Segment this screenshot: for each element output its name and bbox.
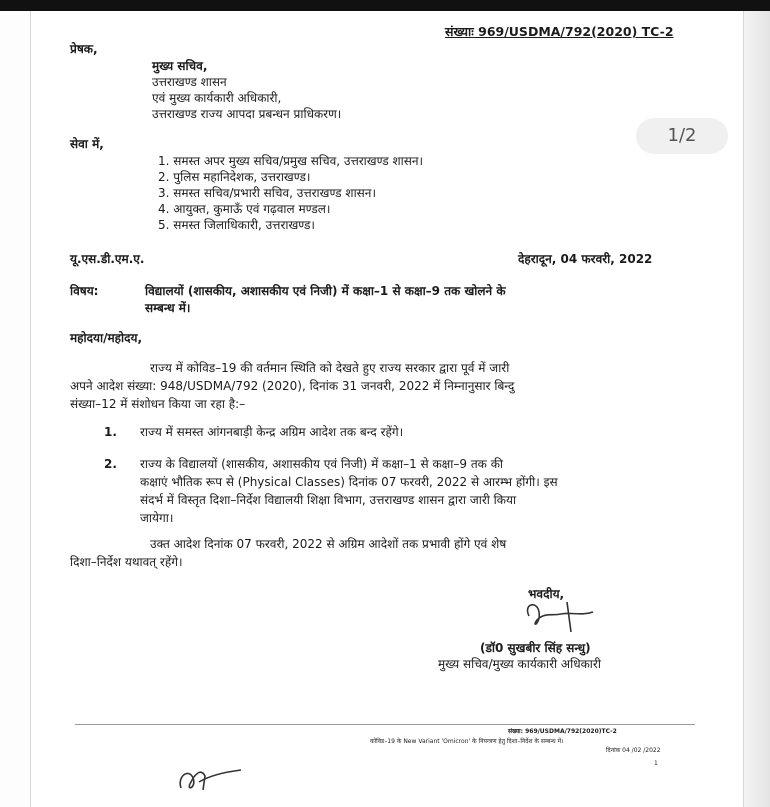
- footer-page-number: 1: [654, 760, 658, 767]
- subject-text: विद्यालयों (शासकीय, अशासकीय एवं निजी) में कक्षा–1 से कक्षा–9 तक खोलने के: [145, 284, 506, 298]
- recipients-label: सेवा में,: [70, 137, 104, 151]
- place-date: देहरादून, 04 फरवरी, 2022: [518, 252, 653, 266]
- signatory-designation: मुख्य सचिव/मुख्य कार्यकारी अधिकारी: [438, 657, 601, 671]
- recipient-item: 4. आयुक्त, कुमाऊँ एवं गढ़वाल मण्डल।: [158, 202, 331, 216]
- initials-mark: [175, 760, 245, 800]
- sender-label: प्रेषक,: [70, 42, 98, 56]
- body-line: राज्य में कोविड–19 की वर्तमान स्थिति को देखते हुए राज्य सरकार द्वारा पूर्व में जारी: [150, 361, 510, 375]
- sender-line: मुख्य सचिव,: [152, 59, 208, 73]
- top-bar: [0, 0, 770, 11]
- sender-line: उत्तराखण्ड शासन: [152, 75, 227, 89]
- recipient-item: 1. समस्त अपर मुख्य सचिव/प्रमुख सचिव, उत्तराखण्ड शासन।: [158, 154, 424, 168]
- closing-line: उक्त आदेश दिनांक 07 फरवरी, 2022 से अग्रिम आदेशों तक प्रभावी होंगे एवं शेष: [150, 537, 507, 551]
- signatory-name: (डॉ0 सुखबीर सिंह सन्धु): [480, 641, 591, 655]
- footer-date: दिनांक 04 /02 /2022: [606, 747, 661, 754]
- signature-mark: [515, 598, 605, 638]
- point-number: 2.: [104, 457, 117, 471]
- footer-reference: संख्या: 969/USDMA/792(2020)TC-2: [508, 728, 617, 735]
- body-line: अपने आदेश संख्या: 948/USDMA/792 (2020), दिनांक 31 जनवरी, 2022 में निम्नानुसार बिन्दु: [70, 379, 515, 393]
- subject-label: विषय:: [70, 284, 99, 298]
- subject-text: सम्बन्ध में।: [145, 301, 191, 315]
- point-text: राज्य के विद्यालयों (शासकीय, अशासकीय एवं निजी) में कक्षा–1 से कक्षा–9 तक की: [140, 457, 504, 471]
- sender-line: उत्तराखण्ड राज्य आपदा प्रबन्धन प्राधिकरण।: [152, 107, 342, 121]
- page-indicator: 1/2: [636, 118, 728, 154]
- office-code: यू.एस.डी.एम.ए.: [70, 252, 145, 266]
- next-page-edge: [744, 11, 770, 807]
- sign-off: भवदीय,: [528, 587, 565, 601]
- point-text: राज्य में समस्त आंगनबाड़ी केन्द्र अग्रिम आदेश तक बन्द रहेंगे।: [140, 425, 404, 439]
- page-divider: [75, 724, 695, 725]
- reference-number: संख्याः 969/USDMA/792(2020) TC-2: [445, 24, 674, 39]
- point-text: कक्षाएं भौतिक रूप से (Physical Classes) दिनांक 07 फरवरी, 2022 से आरम्भ होंगी। इस: [140, 475, 558, 489]
- recipient-item: 5. समस्त जिलाधिकारी, उत्तराखण्ड।: [158, 218, 315, 232]
- point-number: 1.: [104, 425, 117, 439]
- sender-line: एवं मुख्य कार्यकारी अधिकारी,: [152, 91, 282, 105]
- point-text: जायेगा।: [140, 511, 174, 525]
- recipient-item: 3. समस्त सचिव/प्रभारी सचिव, उत्तराखण्ड शासन।: [158, 186, 376, 200]
- footer-note: कोविड–19 के New Variant 'Omicron' के नियन्त्रण हेतु दिशा–निर्देश के सम्बन्ध में।: [370, 738, 564, 745]
- closing-line: दिशा–निर्देश यथावत् रहेंगे।: [70, 555, 183, 569]
- body-line: संख्या–12 में संशोधन किया जा रहा है:–: [70, 397, 246, 411]
- recipient-item: 2. पुलिस महानिदेशक, उत्तराखण्ड।: [158, 170, 311, 184]
- point-text: संदर्भ में विस्तृत दिशा–निर्देश विद्यालयी शिक्षा विभाग, उत्तराखण्ड शासन द्वारा जारी किया: [140, 493, 517, 507]
- salutation: महोदया/महोदय,: [70, 331, 143, 345]
